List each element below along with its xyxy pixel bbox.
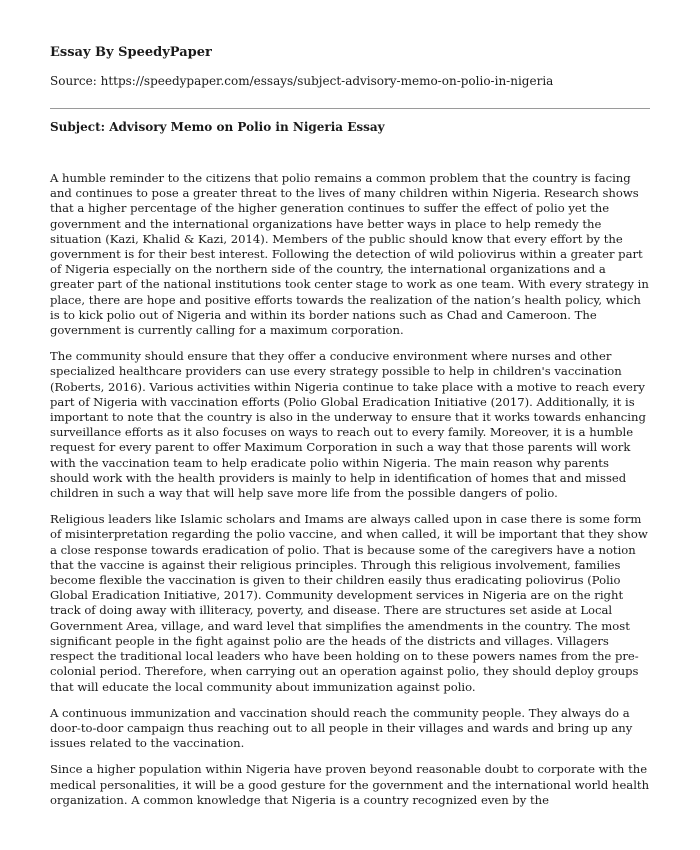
- subject-heading: Subject: Advisory Memo on Polio in Nigeria Essay: [50, 120, 385, 134]
- paragraph-1: A humble reminder to the citizens that polio remains a common problem that the country is facing and continues to pose a greater threat to the lives of many children within Nigeria. Research shows that a higher percentage of the higher generation continues to suffer the effect of polio yet the government and the international organizations have better ways in place to help remedy the situation (Kazi, Khalid & Kazi, 2014). Members of the public should know that every effort by the government is for their best interest. Following the detection of wild poliovirus within a greater part of Nigeria especially on the northern side of the country, the international organizations and a greater part of the national institutions took center stage to work as one team. With every strategy in place, there are hope and positive efforts towards the realization of the nation’s health policy, which is to kick polio out of Nigeria and within its border nations such as Chad and Cameroon. The government is currently calling for a maximum corporation.: [50, 171, 649, 338]
- essay-body: [50, 171, 651, 819]
- paragraph-4: A continuous immunization and vaccination should reach the community people. They always do a door-to-door campaign thus reaching out to all people in their villages and wards and bring up any issues related to the vaccination.: [50, 705, 633, 751]
- paragraph-2: The community should ensure that they offer a conducive environment where nurses and other specialized healthcare providers can use every strategy possible to help in children's vaccination (Roberts, 2016). Various activities within Nigeria continue to take place with a motive to reach every part of Nigeria with vaccination efforts (Polio Global Eradication Initiative (2017). Additionally, it is important to note that the country is also in the underway to ensure that it works towards enhancing surveillance efforts as it also focuses on ways to reach out to every family. Moreover, it is a humble request for every parent to offer Maximum Corporation in such a way that those parents will work with the vaccination team to help eradicate polio within Nigeria. The main reason why parents should work with the health providers is mainly to help in identification of homes that and missed children in such a way that will help save more life from the possible dangers of polio.: [50, 349, 646, 501]
- source-line: Source: https://speedypaper.com/essays/subject-advisory-memo-on-polio-in-nigeria: [50, 74, 554, 88]
- document-title: Essay By SpeedyPaper: [50, 45, 212, 60]
- paragraph-5: Since a higher population within Nigeria have proven beyond reasonable doubt to corporate with the medical personalities, it will be a good gesture for the government and the international world health organization. A common knowledge that Nigeria is a country recognized even by the: [50, 762, 650, 807]
- divider: [50, 108, 650, 109]
- paragraph-3: Religious leaders like Islamic scholars and Imams are always called upon in case there is some form of misinterpretation regarding the polio vaccine, and when called, it will be important that they show a close response towards eradication of polio. That is because some of the caregivers have a notion that the vaccine is against their religious principles. Through this religious involvement, families become flexible the vaccination is given to their children easily thus eradicating poliovirus (Polio Global Eradication Initiative, 2017). Community development services in Nigeria are on the right track of doing away with illiteracy, poverty, and disease. There are structures set aside at Local Government Area, village, and ward level that simplifies the amendments in the country. The most significant people in the fight against polio are the heads of the districts and villages. Villagers respect the traditional local leaders who have been holding on to these powers names from the pre-colonial period. Therefore, when carrying out an operation against polio, they should deploy groups that will educate the local community about immunization against polio.: [50, 512, 648, 694]
